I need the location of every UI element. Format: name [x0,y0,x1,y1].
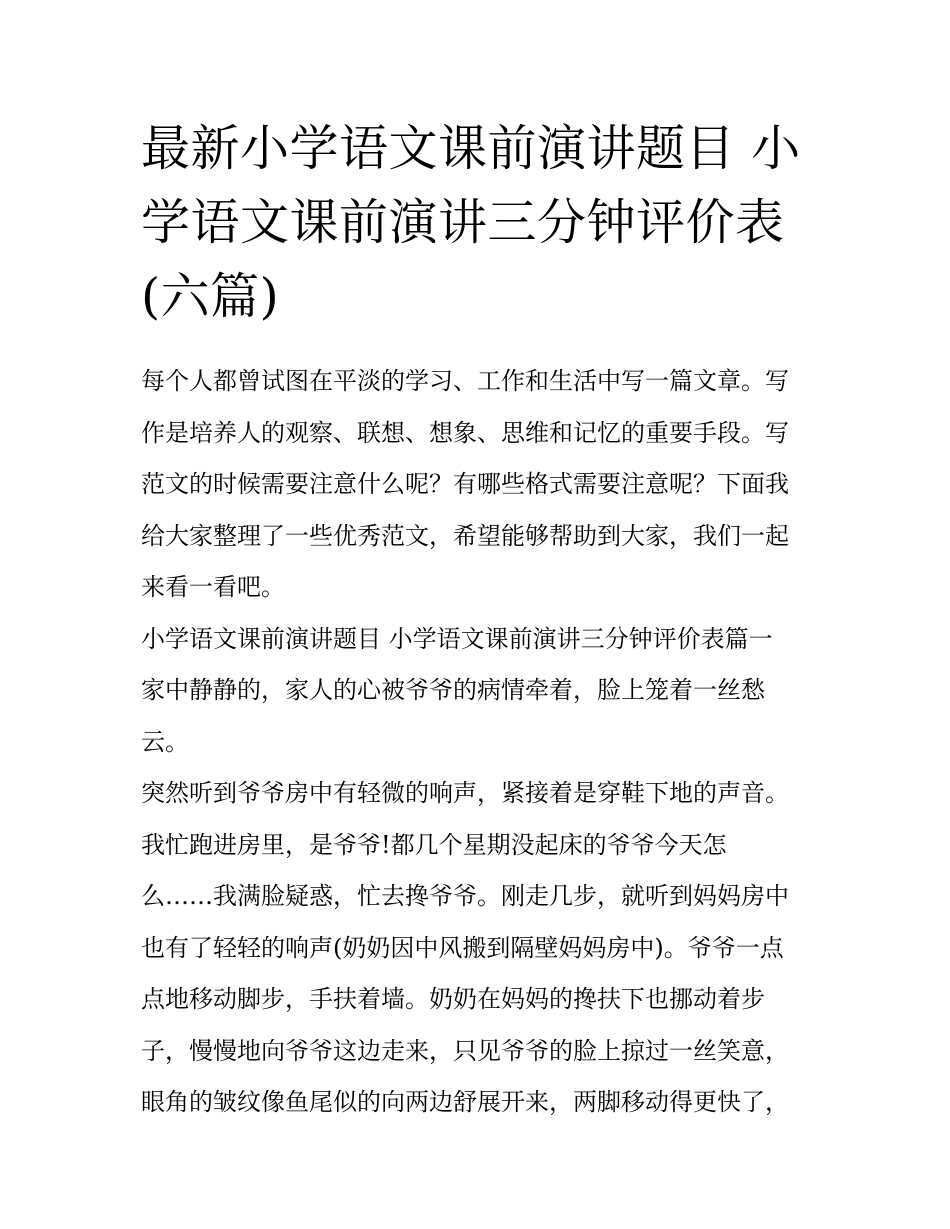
title-line-2: 学语文课前演讲三分钟评价表 [141,194,785,251]
paragraph-line: 家中静静的，家人的心被爷爷的病情牵着，脸上笼着一丝愁 [141,676,765,704]
intro-line-2: 作是培养人的观察、联想、想象、思维和记忆的重要手段。写 [141,418,789,447]
paragraph-line: 云。 [141,727,189,756]
intro-line-4: 给大家整理了一些优秀范文，希望能够帮助到大家，我们一起 [141,521,789,550]
paragraph-line: 子，慢慢地向爷爷这边走来，只见爷爷的脸上掠过一丝笑意， [141,1036,789,1065]
intro-line-3: 范文的时候需要注意什么呢？有哪些格式需要注意呢？下面我 [141,470,789,498]
intro-line-5: 来看一看吧。 [141,573,285,601]
paragraph-line: 突然听到爷爷房中有轻微的响声，紧接着是穿鞋下地的声音。 [141,779,789,807]
section-heading-1: 小学语文课前演讲题目 小学语文课前演讲三分钟评价表篇一 [141,624,773,653]
paragraph-line: 我忙跑进房里，是爷爷!都几个星期没起床的爷爷今天怎 [141,830,727,859]
paragraph-line: 眼角的皱纹像鱼尾似的向两边舒展开来，两脚移动得更快了， [141,1088,789,1116]
title-line-1: 最新小学语文课前演讲题目 小 [141,120,801,177]
document-body [141,356,821,1129]
paragraph-line: 也有了轻轻的响声(奶奶因中风搬到隔壁妈妈房中)。爷爷一点 [141,933,784,962]
intro-line-1: 每个人都曾试图在平淡的学习、工作和生活中写一篇文章。写 [141,367,789,395]
paragraph-line: 么……我满脸疑惑，忙去搀爷爷。刚走几步，就听到妈妈房中 [141,882,789,910]
title-line-3: (六篇) [141,268,280,325]
paragraph-line: 点地移动脚步，手扶着墙。奶奶在妈妈的搀扶下也挪动着步 [141,985,765,1013]
document-title [141,112,821,334]
